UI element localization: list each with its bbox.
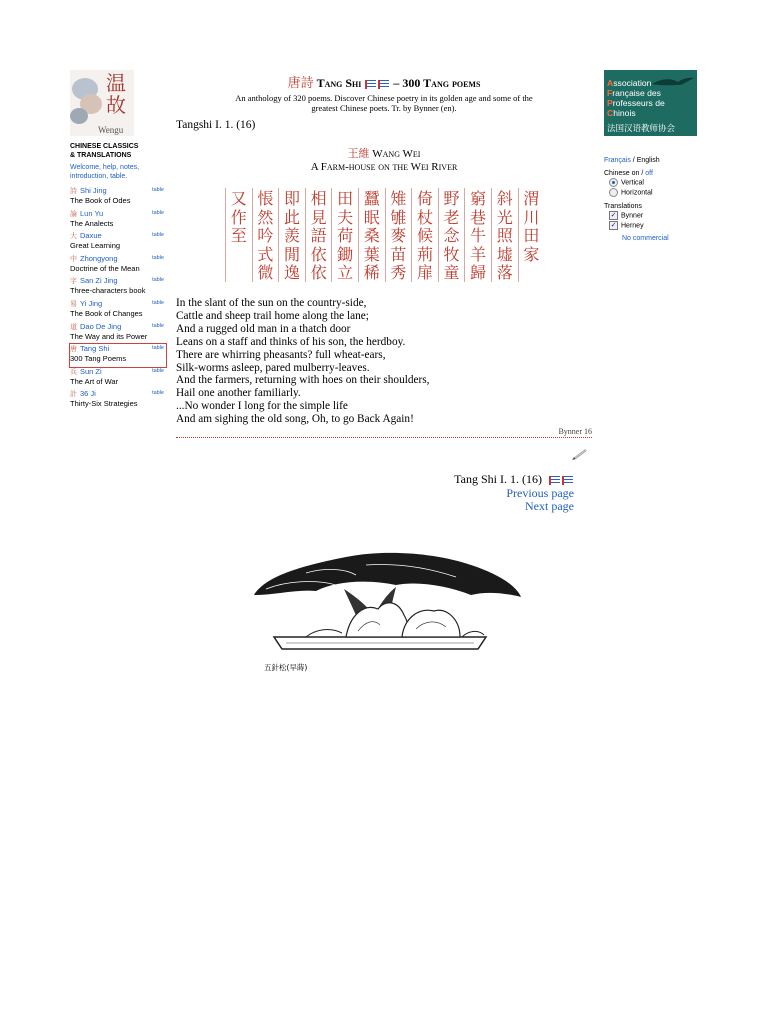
horizontal-list-icon[interactable] [378,80,389,89]
nav-item-table-link[interactable]: table [152,277,164,284]
vertical-radio[interactable] [609,178,618,187]
bynner-checkbox[interactable]: ✓ [610,212,617,220]
poem-author [176,145,592,161]
nav-item-subtitle: The Analects [70,218,114,228]
nav-item-table-link[interactable]: table [152,187,164,193]
bonsai-illustration [246,545,526,660]
classics-nav [70,186,166,412]
no-commercial-link[interactable]: No commercial [622,234,669,242]
vertical-option[interactable] [604,178,714,188]
nav-item-name[interactable]: Sun Zi [80,366,102,376]
nav-item-char: 詩 [70,187,77,195]
horizontal-radio[interactable] [609,188,618,197]
vertical-label: Vertical [621,179,644,187]
language-switch [604,156,714,166]
assoc-line-1: Association [607,78,652,88]
horizontal-option[interactable] [604,188,714,198]
lang-francais-link[interactable]: Français [604,157,631,164]
vertical-column: 又 作 至 [225,188,252,282]
lang-separator: / [630,157,637,164]
translation-text [176,297,592,426]
nav-item-char: 大 [70,232,77,241]
divider [176,437,592,438]
previous-page-link[interactable]: Previous page [506,485,574,500]
pencil-icon[interactable] [572,448,588,460]
author-english: Wang Wei [372,148,421,160]
translation-line: Silk-worms asleep, pared mulberry-leaves. [176,361,370,374]
bottom-ref: Tang Shi I. 1. (16) [454,472,542,486]
nav-item-char: 唐 [70,345,77,354]
wengu-logo[interactable] [70,70,134,136]
translation-line: And the farmers, returning with hoes on their shoulders, [176,374,430,387]
nav-item-char: 計 [70,390,77,399]
nav-item-table-link[interactable]: table [152,367,164,374]
herney-option[interactable] [604,221,714,231]
nav-item[interactable] [70,367,166,390]
lang-english: English [636,157,660,164]
nav-item-char: 中 [70,254,77,263]
nav-item-table-link[interactable]: table [152,299,164,306]
vertical-column: 田 夫 荷 鋤 立 [331,188,358,282]
left-sidebar [70,70,166,412]
nav-item-subtitle: The Book of Changes [70,308,143,318]
horizontal-label: Horizontal [621,189,653,197]
nav-item-subtitle: Great Learning [70,241,121,251]
title-rest: 300 Tang poems [402,76,481,90]
nav-item[interactable] [70,344,166,367]
translation-line: There are whirring pheasants? full wheat-ears, [176,348,386,361]
vertical-column: 蠶 眠 桑 葉 稀 [358,188,385,282]
nav-item-subtitle: Doctrine of the Mean [70,263,140,273]
title-chinese: 唐詩 [287,76,314,91]
vertical-column: 倚 杖 候 荊 扉 [411,188,438,282]
horizontal-list-icon-bottom[interactable] [562,476,573,485]
nav-item-name[interactable]: Zhongyong [80,253,118,263]
translation-line: And am sighing the old song, Oh, to go Back Again! [176,413,414,426]
nav-item[interactable] [70,389,166,412]
nav-item-table-link[interactable]: table [152,209,164,216]
vertical-column: 悵 然 吟 式 微 [252,188,279,282]
vertical-column: 窮 巷 牛 羊 歸 [464,188,491,282]
nav-item-name[interactable]: Tang Shi [80,344,110,354]
nav-item-name[interactable]: Shi Jing [80,186,107,195]
herney-checkbox[interactable]: ✓ [610,222,617,230]
nav-item-name[interactable]: San Zi Jing [80,276,118,286]
chinese-toggle [604,169,714,179]
nav-item[interactable] [70,209,166,232]
nav-item-name[interactable]: Dao De Jing [80,321,122,331]
subtitle-line1: An anthology of 320 poems. Discover Chinese poetry in its golden age and some of the [235,93,533,103]
translation-line: Hail one another familiarly. [176,387,301,400]
nav-item-table-link[interactable]: table [152,232,164,239]
bird-icon [652,76,694,88]
nav-item-name[interactable]: Lun Yu [80,208,104,218]
bottom-navigation [454,473,574,514]
translation-line: Leans on a staff and thinks of his son, the herdboy. [176,335,406,348]
title-separator: – [393,76,400,90]
nav-item[interactable] [70,186,166,209]
translation-line: And a rugged old man in a thatch door [176,322,351,335]
nav-item-table-link[interactable]: table [152,345,164,352]
bottom-ref-row [454,473,574,487]
nav-item-char: 字 [70,277,77,286]
next-page-link[interactable]: Next page [525,499,574,513]
herney-label: Herney [621,222,644,230]
classics-heading-line2: & TRANSLATIONS [70,152,132,159]
nav-item-name[interactable]: Daxue [80,231,102,241]
nav-item-char: 兵 [70,367,77,376]
nav-item-char: 論 [70,209,77,218]
vertical-list-icon[interactable] [365,80,376,89]
page-title [176,72,592,91]
classics-heading-line1: CHINESE CLASSICS [70,143,139,150]
vertical-column: 相 見 語 依 依 [305,188,332,282]
main-content [176,70,592,672]
breadcrumb: Tangshi I. 1. (16) [176,119,256,131]
translator-byline: Bynner 16 [558,427,592,436]
vertical-list-icon-bottom[interactable] [549,476,560,485]
nav-item-subtitle: Thirty-Six Strategies [70,399,138,409]
logo-word: Wengu [98,125,124,135]
classics-heading [70,142,166,160]
nav-item-subtitle: The Art of War [70,376,119,386]
subtitle-line2: greatest Chinese poets. Tr. by Bynner (en). [311,103,457,113]
nav-item-subtitle: The Way and its Power [70,331,148,341]
title-english: Tang Shi [316,76,362,90]
nav-item-char: 易 [70,299,77,308]
nav-item-table-link[interactable]: table [152,390,164,397]
chinese-vertical-text [225,188,544,282]
nav-item-char: 道 [70,322,77,331]
vertical-column: 渭 川 田 家 [518,188,545,282]
translations-label: Translations [604,202,642,210]
nav-item[interactable] [70,254,166,277]
logo-chars: 温故 [106,71,126,117]
intro-links[interactable]: Welcome, help, notes, introduction, table. [70,164,140,180]
nav-item-subtitle: The Book of Odes [70,196,131,205]
nav-item[interactable] [70,276,166,299]
assoc-chinese: 法国汉语教师协会 [607,124,676,134]
bonsai-caption: 五針松(早蒔) [264,663,308,672]
chinese-label: Chinese on / [604,169,646,177]
nav-item-name[interactable]: 36 Ji [80,389,96,399]
translation-line: In the slant of the sun on the country-side, [176,297,367,309]
author-chinese: 王維 [347,147,370,160]
nav-item[interactable] [70,322,166,345]
nav-item-subtitle: Three-characters book [70,286,146,296]
nav-item[interactable] [70,299,166,322]
right-sidebar [604,70,714,243]
nav-item-name[interactable]: Yi Jing [80,298,103,308]
nav-item-table-link[interactable]: table [152,322,164,329]
nav-item-subtitle: 300 Tang Poems [70,354,127,364]
nav-item-table-link[interactable]: table [152,254,164,261]
bynner-option[interactable] [604,211,714,221]
chinese-off-link[interactable]: off [645,169,653,177]
poem-title: A Farm-house on the Wei River [310,161,458,173]
vertical-column: 即 此 羨 閒 逸 [278,188,305,282]
assoc-line-4: Chinois [607,108,636,118]
nav-item[interactable] [70,231,166,254]
translation-line: Cattle and sheep trail home along the lane; [176,309,369,322]
page-subtitle [176,93,592,113]
afpc-logo[interactable] [604,70,697,136]
assoc-line-3: Professeurs de [607,98,665,108]
bynner-label: Bynner [621,212,644,220]
vertical-column: 雉 雊 麥 苗 秀 [385,188,412,282]
translation-line: ...No wonder I long for the simple life [176,400,348,413]
assoc-line-2: Française des [607,88,661,98]
vertical-column: 野 老 念 牧 童 [438,188,465,282]
vertical-column: 斜 光 照 墟 落 [491,188,518,282]
